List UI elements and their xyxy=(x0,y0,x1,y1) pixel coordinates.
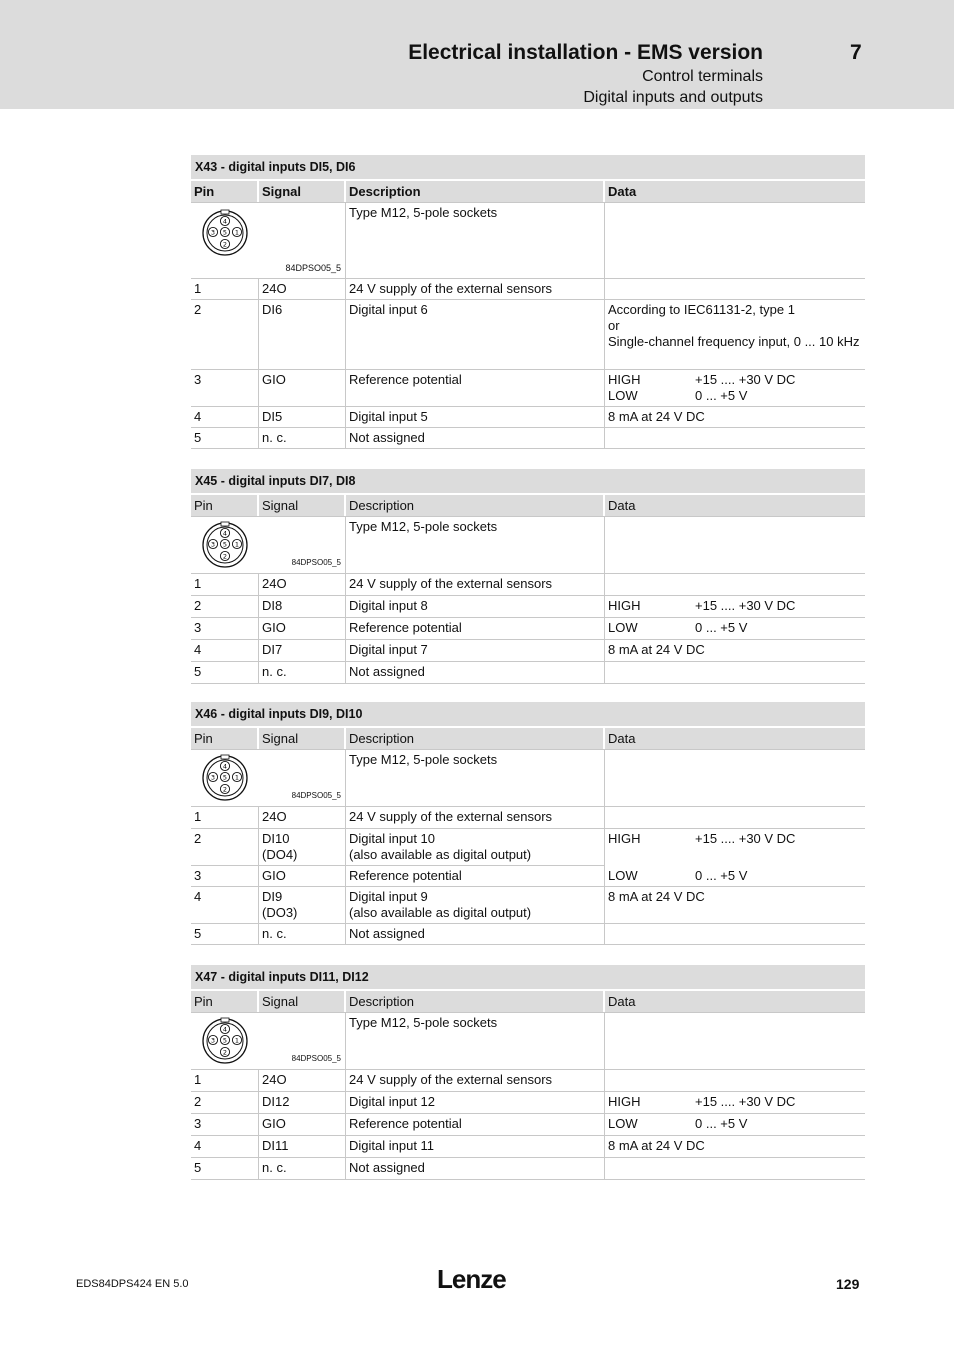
description-cell: Digital input 5 xyxy=(346,407,605,427)
description-cell: Not assigned xyxy=(346,1158,605,1179)
page-title: Electrical installation - EMS version xyxy=(408,41,763,64)
description-cell: 24 V supply of the external sensors xyxy=(346,574,605,595)
col-pin-header: Pin xyxy=(191,991,259,1012)
low-value: 0 ... +5 V xyxy=(695,620,748,635)
col-signal-header: Signal xyxy=(259,495,346,516)
description-cell: Digital input 12 xyxy=(346,1092,605,1113)
data-cell xyxy=(605,1092,865,1113)
high-label: HIGH xyxy=(608,372,641,387)
svg-text:3: 3 xyxy=(210,540,216,549)
description-cell: Digital input 9 (also available as digital output) xyxy=(346,887,605,923)
pin-cell: 5 xyxy=(191,1158,259,1179)
low-label: LOW xyxy=(608,388,638,403)
pin-cell: 3 xyxy=(191,866,259,886)
table-row xyxy=(191,618,865,640)
high-value: +15 .... +30 V DC xyxy=(695,831,796,846)
figure-label: 84DPSO05_5 xyxy=(291,791,341,800)
signal-cell: GIO xyxy=(259,866,346,886)
signal-cell: n. c. xyxy=(259,428,346,448)
col-signal-header: Signal xyxy=(259,991,346,1012)
table-row xyxy=(191,370,865,407)
pin-cell: 1 xyxy=(191,1070,259,1091)
description-cell: Digital input 11 xyxy=(346,1136,605,1157)
description-cell: Reference potential xyxy=(346,618,605,639)
m12-connector-icon xyxy=(201,754,249,802)
data-cell: 8 mA at 24 V DC xyxy=(608,889,705,904)
signal-cell: 24O xyxy=(259,279,346,299)
pin-cell: 5 xyxy=(191,924,259,944)
svg-text:2: 2 xyxy=(222,240,228,249)
svg-text:3: 3 xyxy=(210,773,216,782)
connector-row xyxy=(191,203,865,279)
data-cell xyxy=(605,428,865,448)
table-row xyxy=(191,596,865,618)
data-cell xyxy=(605,618,865,639)
data-cell xyxy=(605,1070,865,1091)
description-cell: Digital input 7 xyxy=(346,640,605,661)
table-row xyxy=(191,1158,865,1180)
table-row xyxy=(191,407,865,428)
svg-text:1: 1 xyxy=(234,228,240,237)
signal-cell: n. c. xyxy=(259,924,346,944)
document-code: EDS84DPS424 EN 5.0 xyxy=(76,1278,189,1290)
data-cell xyxy=(605,829,865,866)
data-cell xyxy=(605,1158,865,1179)
table-title: X47 - digital inputs DI11, DI12 xyxy=(191,965,865,989)
pin-cell: 3 xyxy=(191,1114,259,1135)
table-row xyxy=(191,1136,865,1158)
signal-cell: DI11 xyxy=(259,1136,346,1157)
low-value: 0 ... +5 V xyxy=(695,868,748,883)
table-row xyxy=(191,924,865,945)
data-line: Single-channel frequency input, 0 ... 10 kHz xyxy=(608,334,860,349)
pin-cell: 4 xyxy=(191,887,259,923)
table-x46 xyxy=(191,702,865,945)
connector-figure xyxy=(191,203,346,278)
signal-cell: DI6 xyxy=(259,300,346,369)
col-signal-header: Signal xyxy=(259,181,346,202)
data-line: According to IEC61131-2, type 1 xyxy=(608,302,795,317)
signal-cell: n. c. xyxy=(259,1158,346,1179)
signal-cell: 24O xyxy=(259,574,346,595)
figure-label: 84DPSO05_5 xyxy=(291,558,341,567)
svg-text:2: 2 xyxy=(222,552,228,561)
connector-figure xyxy=(191,750,346,806)
data-line: or xyxy=(608,318,620,333)
svg-text:2: 2 xyxy=(222,785,228,794)
table-row xyxy=(191,279,865,300)
low-value: 0 ... +5 V xyxy=(695,1116,748,1131)
data-cell xyxy=(605,596,865,617)
col-pin-header: Pin xyxy=(191,181,259,202)
col-description-header: Description xyxy=(346,495,605,516)
table-row xyxy=(191,887,865,924)
description-cell: Reference potential xyxy=(346,866,605,886)
svg-text:4: 4 xyxy=(222,762,228,771)
table-header-row xyxy=(191,495,865,517)
svg-text:5: 5 xyxy=(222,773,228,782)
data-cell xyxy=(605,866,865,886)
signal-cell: DI9 (DO3) xyxy=(259,887,346,923)
data-cell xyxy=(605,574,865,595)
description-cell: Not assigned xyxy=(346,428,605,448)
low-value: 0 ... +5 V xyxy=(695,388,748,403)
svg-text:1: 1 xyxy=(234,773,240,782)
pin-cell: 1 xyxy=(191,279,259,299)
connector-figure xyxy=(191,1013,346,1069)
m12-connector-icon xyxy=(201,521,249,569)
low-label: LOW xyxy=(608,1116,638,1131)
table-row xyxy=(191,1114,865,1136)
table-title: X46 - digital inputs DI9, DI10 xyxy=(191,702,865,726)
description-cell: Reference potential xyxy=(346,1114,605,1135)
pin-cell: 3 xyxy=(191,618,259,639)
svg-text:4: 4 xyxy=(222,1025,228,1034)
svg-text:1: 1 xyxy=(234,1036,240,1045)
table-row xyxy=(191,574,865,596)
connector-type: Type M12, 5-pole sockets xyxy=(346,203,605,278)
description-cell: Digital input 10 (also available as digital output) xyxy=(346,829,605,866)
table-header-row xyxy=(191,728,865,750)
table-row xyxy=(191,662,865,684)
table-row xyxy=(191,300,865,370)
low-label: LOW xyxy=(608,868,638,883)
description-cell: Digital input 8 xyxy=(346,596,605,617)
description-cell: Reference potential xyxy=(346,370,605,406)
signal-cell: GIO xyxy=(259,1114,346,1135)
high-value: +15 .... +30 V DC xyxy=(695,372,796,387)
signal-cell: DI5 xyxy=(259,407,346,427)
subsection-subtitle: Digital inputs and outputs xyxy=(583,89,763,106)
figure-label: 84DPSO05_5 xyxy=(291,1054,341,1063)
col-description-header: Description xyxy=(346,728,605,749)
description-cell: 24 V supply of the external sensors xyxy=(346,807,605,828)
signal-cell: 24O xyxy=(259,1070,346,1091)
pin-cell: 4 xyxy=(191,640,259,661)
pin-cell: 5 xyxy=(191,428,259,448)
pin-cell: 5 xyxy=(191,662,259,683)
pin-cell: 2 xyxy=(191,829,259,866)
col-data-header: Data xyxy=(605,991,865,1012)
pin-cell: 1 xyxy=(191,807,259,828)
data-cell: 8 mA at 24 V DC xyxy=(608,409,705,424)
high-label: HIGH xyxy=(608,1094,641,1109)
lenze-logo: Lenze xyxy=(437,1264,506,1294)
col-data-header: Data xyxy=(605,495,865,516)
col-data-header: Data xyxy=(605,728,865,749)
section-subtitle: Control terminals xyxy=(642,68,763,85)
col-pin-header: Pin xyxy=(191,728,259,749)
description-cell: Digital input 6 xyxy=(346,300,605,369)
pin-cell: 3 xyxy=(191,370,259,406)
data-cell xyxy=(605,279,865,299)
svg-text:4: 4 xyxy=(222,217,228,226)
description-cell: Not assigned xyxy=(346,662,605,683)
signal-cell: DI8 xyxy=(259,596,346,617)
data-cell xyxy=(605,300,865,369)
table-title: X43 - digital inputs DI5, DI6 xyxy=(191,155,865,179)
svg-text:2: 2 xyxy=(222,1048,228,1057)
connector-type: Type M12, 5-pole sockets xyxy=(346,517,605,573)
high-label: HIGH xyxy=(608,598,641,613)
low-label: LOW xyxy=(608,620,638,635)
pin-cell: 4 xyxy=(191,1136,259,1157)
svg-text:4: 4 xyxy=(222,529,228,538)
connector-type: Type M12, 5-pole sockets xyxy=(346,1013,605,1069)
high-label: HIGH xyxy=(608,831,641,846)
connector-row xyxy=(191,1013,865,1070)
signal-cell: GIO xyxy=(259,370,346,406)
svg-text:3: 3 xyxy=(210,1036,216,1045)
signal-cell: GIO xyxy=(259,618,346,639)
signal-cell: n. c. xyxy=(259,662,346,683)
table-row xyxy=(191,807,865,829)
data-cell xyxy=(605,807,865,828)
table-row xyxy=(191,640,865,662)
pin-cell: 2 xyxy=(191,1092,259,1113)
table-row xyxy=(191,829,865,866)
high-value: +15 .... +30 V DC xyxy=(695,598,796,613)
data-cell xyxy=(605,924,865,944)
connector-figure xyxy=(191,517,346,573)
connector-row xyxy=(191,750,865,807)
table-row xyxy=(191,1070,865,1092)
table-row xyxy=(191,1092,865,1114)
m12-connector-icon xyxy=(201,209,249,257)
chapter-number: 7 xyxy=(850,41,862,64)
data-cell: 8 mA at 24 V DC xyxy=(608,1138,705,1153)
signal-cell: DI12 xyxy=(259,1092,346,1113)
table-header-row xyxy=(191,991,865,1013)
col-description-header: Description xyxy=(346,181,605,202)
description-cell: Not assigned xyxy=(346,924,605,944)
signal-cell: DI7 xyxy=(259,640,346,661)
data-cell xyxy=(605,370,865,406)
description-cell: 24 V supply of the external sensors xyxy=(346,279,605,299)
col-description-header: Description xyxy=(346,991,605,1012)
col-signal-header: Signal xyxy=(259,728,346,749)
svg-text:5: 5 xyxy=(222,540,228,549)
col-data-header: Data xyxy=(605,181,865,202)
pin-cell: 2 xyxy=(191,300,259,369)
figure-label: 84DPSO05_5 xyxy=(285,263,341,273)
svg-text:3: 3 xyxy=(210,228,216,237)
signal-cell: DI10 (DO4) xyxy=(259,829,346,866)
data-cell xyxy=(605,1114,865,1135)
connector-row xyxy=(191,517,865,574)
table-header-row xyxy=(191,181,865,203)
data-cell xyxy=(605,662,865,683)
high-value: +15 .... +30 V DC xyxy=(695,1094,796,1109)
svg-text:1: 1 xyxy=(234,540,240,549)
table-title: X45 - digital inputs DI7, DI8 xyxy=(191,469,865,493)
svg-text:5: 5 xyxy=(222,228,228,237)
table-x43 xyxy=(191,155,865,449)
svg-text:5: 5 xyxy=(222,1036,228,1045)
pin-cell: 2 xyxy=(191,596,259,617)
table-x45 xyxy=(191,469,865,684)
description-cell: 24 V supply of the external sensors xyxy=(346,1070,605,1091)
m12-connector-icon xyxy=(201,1017,249,1065)
pin-cell: 1 xyxy=(191,574,259,595)
table-row xyxy=(191,428,865,449)
data-cell: 8 mA at 24 V DC xyxy=(608,642,705,657)
page-number: 129 xyxy=(836,1276,860,1292)
table-x47 xyxy=(191,965,865,1180)
pin-cell: 4 xyxy=(191,407,259,427)
connector-type: Type M12, 5-pole sockets xyxy=(346,750,605,806)
col-pin-header: Pin xyxy=(191,495,259,516)
signal-cell: 24O xyxy=(259,807,346,828)
table-row xyxy=(191,866,865,887)
